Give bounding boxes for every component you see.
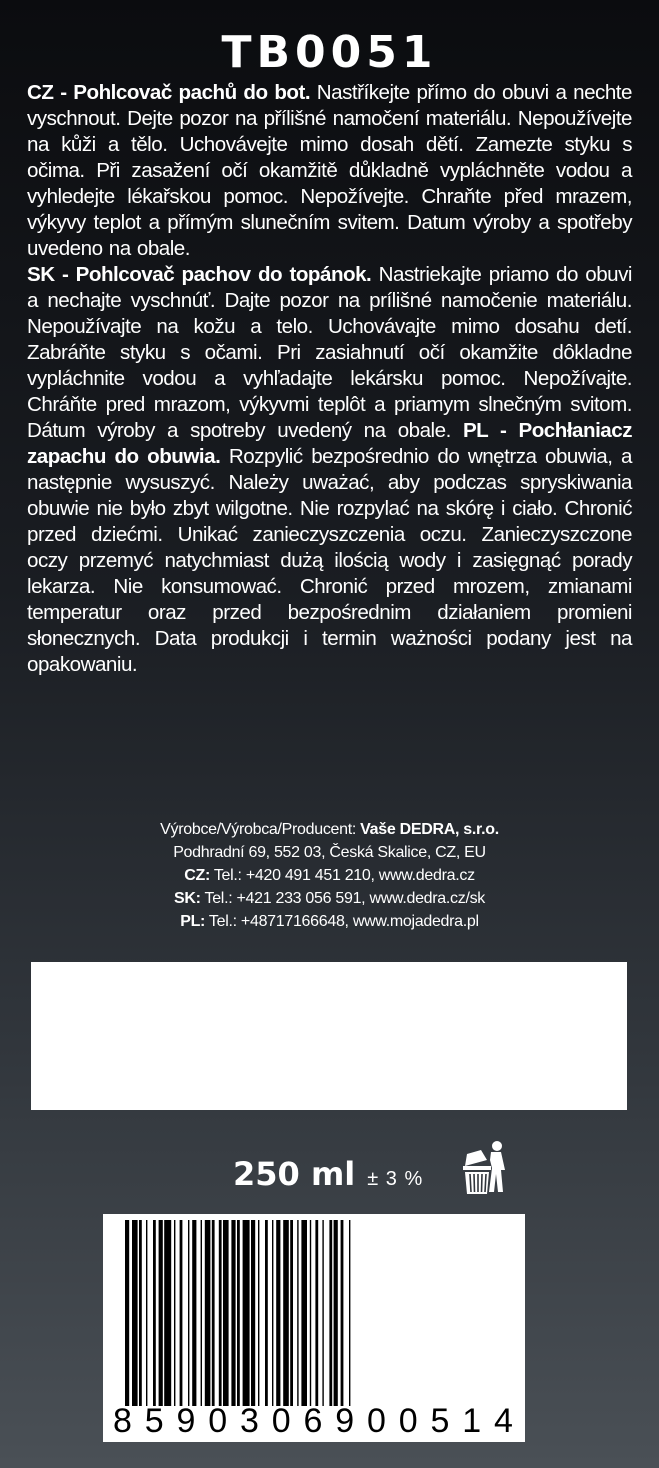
- barcode-bar: [231, 1220, 235, 1406]
- pl-text: Rozpylić bezpośrednio do wnętrza obuwia, a następnie wysuszyć. Należy uważać, aby podczas spryskiwania obuwie nie było zbyt wilgotne. Nie rozpylać na skórę i ciało. Chronić przed dziećmi. Unikać zanieczyszczenia oczu. Zanieczyszczone oczy przemyć natychmiast dużą ilością wody i zasięgnąć porady lekarza. Nie konsumować. Chronić przed mrozem, zmianami temperatur oraz przed bezpośrednim działaniem promieni słonecznych. Data produkcji i termin ważności podany jest na opakowaniu.: [27, 445, 632, 676]
- cz-contact: Tel.: +420 491 451 210, www.dedra.cz: [209, 867, 475, 884]
- barcode-bar: [146, 1220, 147, 1406]
- barcode-bar: [310, 1220, 311, 1406]
- producer-address: Podhradní 69, 552 03, Česká Skalice, CZ, EU: [173, 844, 486, 861]
- barcode-bar: [315, 1220, 318, 1406]
- barcode-digit: 6: [303, 1402, 323, 1440]
- barcode-bar: [219, 1220, 222, 1406]
- sk-contact: Tel.: +421 233 056 591, www.dedra.cz/sk: [200, 890, 485, 907]
- barcode-bar: [223, 1220, 229, 1406]
- barcode-digit: 0: [208, 1402, 228, 1440]
- barcode-bar: [132, 1220, 138, 1406]
- barcode-digits: [113, 1402, 513, 1442]
- barcode-bar: [283, 1220, 289, 1406]
- barcode-bar: [251, 1220, 255, 1406]
- barcode-bar: [180, 1220, 183, 1406]
- trash-bin-with-figure-icon: [461, 1140, 509, 1196]
- pl-contact: Tel.: +48717166648, www.mojadedra.pl: [205, 913, 479, 930]
- pl-heading: PL - Pochłaniacz zapachu do obuwia.: [27, 419, 632, 468]
- barcode-digit: 9: [335, 1402, 355, 1440]
- barcode-bar: [188, 1220, 189, 1406]
- barcode-digit: 9: [176, 1402, 196, 1440]
- barcode-digit: 0: [367, 1402, 386, 1440]
- barcode-digit: 1: [462, 1402, 482, 1440]
- sk-text: Nastriekajte priamo do obuvi a nechajte vyschnúť. Dajte pozor na prílišné namočenie materiálu. Nepoužívajte na kožu a telo. Uchovávajte mimo dosahu detí. Zabráňte styku s očami. Pri zasiahnutí očí okamžite dôkladne vypláchnite vodou a vyhľadajte lekársku pomoc. Nepožívajte. Chráňte pred mrazom, výkyvmi teplôt a priamym slnečným svitom. Dátum výroby a spotreby uvedený na obale.: [27, 263, 632, 442]
- barcode-bar: [153, 1220, 156, 1406]
- barcode-bar: [139, 1220, 142, 1406]
- barcode-bar: [159, 1220, 163, 1406]
- barcode-bar: [272, 1220, 273, 1406]
- pl-contact-prefix: PL:: [180, 913, 206, 930]
- barcode-bar: [243, 1220, 250, 1406]
- barcode-bar: [297, 1220, 298, 1406]
- barcode-bar: [205, 1220, 211, 1406]
- barcode-bar: [164, 1220, 171, 1406]
- barcode-bar: [322, 1220, 323, 1406]
- cz-text: Nastříkejte přímo do obuvi a nechte vyschnout. Dejte pozor na přílišné namočení materiálu. Nepoužívejte na kůži a tělo. Uchovávejte mimo dosah dětí. Zamezte styku s očima. Při zasažení očí okamžitě důkladně vypláchněte vodou a vyhledejte lékařskou pomoc. Nepožívejte. Chraňte před mrazem, výkyvy teplot a přímým slunečním svitem. Datum výroby a spotřeby uvedeno na obale.: [27, 81, 632, 260]
- barcode-bar: [258, 1220, 259, 1406]
- instructions-text: [27, 80, 632, 678]
- barcode-bar: [341, 1220, 344, 1406]
- cz-contact-prefix: CZ:: [184, 867, 210, 884]
- barcode-digit: 3: [240, 1402, 259, 1440]
- barcode: [103, 1214, 525, 1442]
- barcode-bar: [334, 1220, 338, 1406]
- barcode-bar: [174, 1220, 175, 1406]
- barcode-bar: [212, 1220, 215, 1406]
- barcode-digit: 5: [430, 1402, 450, 1440]
- volume-tolerance: ± 3 %: [367, 1168, 424, 1190]
- barcode-bar: [125, 1220, 129, 1406]
- producer-info: [0, 818, 659, 933]
- barcode-digit: 0: [398, 1402, 418, 1440]
- barcode-bar: [349, 1220, 350, 1406]
- barcode-bar: [265, 1220, 268, 1406]
- barcode-digit: 4: [494, 1402, 513, 1440]
- sk-heading: SK - Pohlcovač pachov do topánok.: [27, 263, 372, 286]
- barcode-bar: [192, 1220, 196, 1406]
- barcode-digit: 0: [271, 1402, 291, 1440]
- barcode-bar: [276, 1220, 280, 1406]
- blank-label-area: [31, 962, 627, 1110]
- product-code-title: TB0051: [221, 27, 438, 78]
- barcode-digit: 5: [144, 1402, 164, 1440]
- barcode-bar: [237, 1220, 240, 1406]
- barcode-bar: [201, 1220, 202, 1406]
- producer-name: Vaše DEDRA, s.r.o.: [360, 821, 499, 838]
- barcode-bar: [301, 1220, 307, 1406]
- cz-heading: CZ - Pohlcovač pachů do bot.: [27, 81, 311, 104]
- producer-label: Výrobce/Výrobca/Producent:: [160, 821, 361, 838]
- volume-info: [233, 1155, 423, 1195]
- barcode-bar: [290, 1220, 293, 1406]
- barcode-bar: [329, 1220, 332, 1406]
- sk-contact-prefix: SK:: [174, 890, 201, 907]
- barcode-digit: 8: [113, 1402, 132, 1440]
- volume-amount: 250 ml: [233, 1155, 356, 1193]
